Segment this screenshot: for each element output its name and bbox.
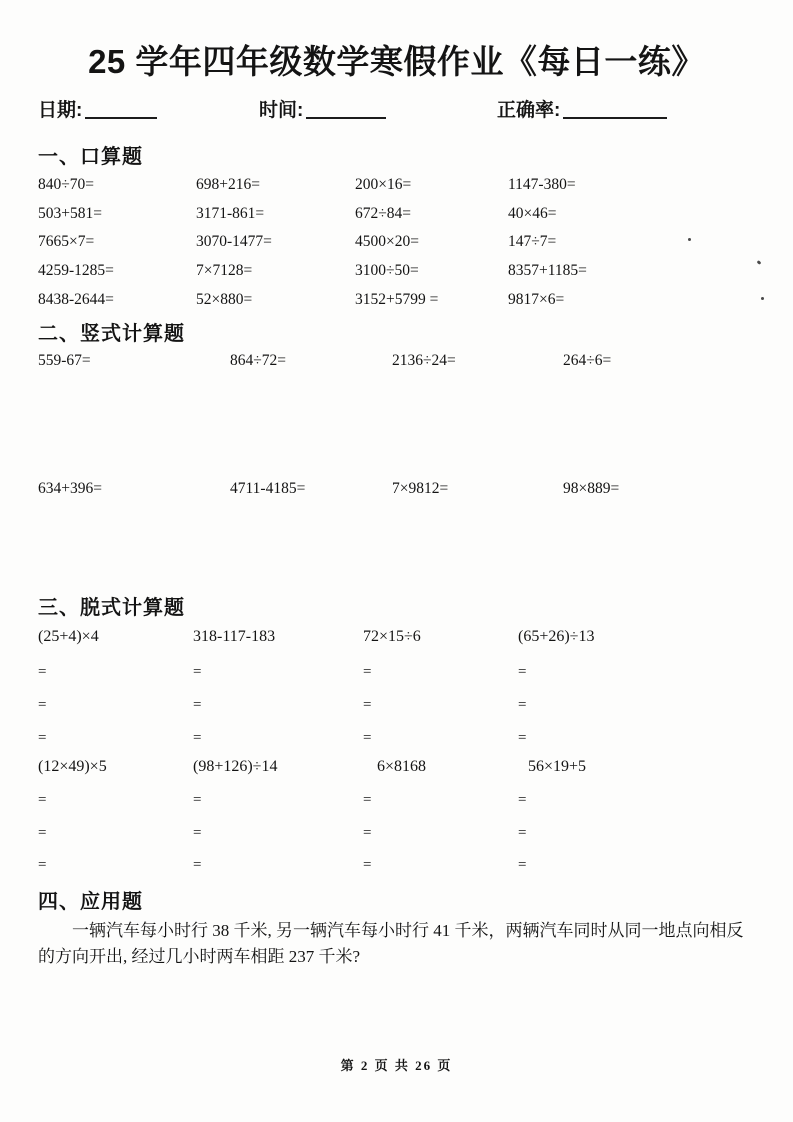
equals-sign: =: [193, 664, 202, 680]
oral-problem: 9817×6=: [508, 290, 565, 308]
date-label: 日期:: [38, 100, 83, 121]
word-problem-text: 一辆汽车每小时行 38 千米, 另一辆汽车每小时行 41 千米，两辆汽车同时从同一地点向相反的方向开出, 经过几小时两车相距 237 千米?: [38, 921, 744, 966]
vertical-problem: 264÷6=: [563, 352, 612, 369]
stepwise-problem: (25+4)×4: [38, 628, 99, 645]
date-field: [38, 95, 157, 122]
equals-sign: =: [193, 792, 202, 808]
equals-sign: =: [193, 857, 202, 873]
section-vertical-heading: 二、竖式计算题: [38, 323, 185, 345]
equals-sign: =: [518, 825, 527, 841]
equals-row: [0, 792, 793, 809]
oral-problem: 4259-1285=: [38, 262, 114, 280]
vertical-problems-row: [0, 480, 793, 498]
stepwise-problem: (65+26)÷13: [518, 628, 595, 645]
equals-sign: =: [38, 857, 47, 873]
equals-sign: =: [518, 664, 527, 680]
section-stepwise-heading: 三、脱式计算题: [38, 597, 185, 619]
equals-sign: =: [193, 825, 202, 841]
oral-problem: 1147-380=: [508, 176, 576, 194]
equals-row: [0, 825, 793, 842]
equals-sign: =: [518, 697, 527, 713]
vertical-problem: 634+396=: [38, 480, 102, 497]
equals-sign: =: [38, 664, 47, 680]
scan-speck: [688, 238, 691, 241]
vertical-problem: 559-67=: [38, 352, 91, 369]
vertical-problem: 4711-4185=: [230, 480, 306, 497]
stepwise-problems-row: [0, 758, 793, 776]
vertical-problem: 2136÷24=: [392, 352, 456, 369]
accuracy-blank-line: [563, 100, 667, 119]
equals-sign: =: [363, 730, 372, 746]
vertical-problem: 864÷72=: [230, 352, 286, 369]
stepwise-problem: (98+126)÷14: [193, 758, 278, 775]
oral-problem: 52×880=: [196, 290, 253, 308]
stepwise-problem: 72×15÷6: [363, 628, 421, 645]
oral-problem: 40×46=: [508, 204, 557, 222]
equals-sign: =: [363, 857, 372, 873]
oral-problem: 200×16=: [355, 176, 412, 194]
equals-sign: =: [363, 664, 372, 680]
equals-sign: =: [38, 730, 47, 746]
accuracy-label: 正确率:: [497, 100, 561, 121]
equals-sign: =: [518, 730, 527, 746]
equals-sign: =: [38, 697, 47, 713]
oral-problem: 3100÷50=: [355, 262, 419, 280]
oral-problem: 8438-2644=: [38, 290, 114, 308]
oral-problem: 672÷84=: [355, 204, 411, 222]
oral-problem: 3152+5799 =: [355, 290, 439, 308]
page-number: 第 2 页 共 26 页: [340, 1058, 453, 1073]
vertical-problem: 7×9812=: [392, 480, 449, 497]
time-field: [259, 95, 386, 122]
stepwise-problem: 318-117-183: [193, 628, 276, 645]
accuracy-field: [497, 95, 667, 122]
equals-sign: =: [38, 825, 47, 841]
oral-problem: 698+216=: [196, 176, 260, 194]
oral-problem: 147÷7=: [508, 233, 557, 251]
equals-row: [0, 697, 793, 714]
equals-row: [0, 664, 793, 681]
oral-problem: 8357+1185=: [508, 262, 587, 280]
oral-problem: 7665×7=: [38, 233, 95, 251]
stepwise-problems-row: [0, 628, 793, 646]
equals-sign: =: [363, 697, 372, 713]
section-word-heading: 四、应用题: [38, 891, 143, 913]
scan-speck: [761, 297, 764, 300]
stepwise-problem: 56×19+5: [528, 758, 587, 775]
equals-sign: =: [518, 857, 527, 873]
oral-problem: 4500×20=: [355, 233, 419, 251]
oral-problem: 7×7128=: [196, 262, 253, 280]
time-label: 时间:: [259, 100, 304, 121]
page-title: 25 学年四年级数学寒假作业《每日一练》: [88, 43, 705, 80]
equals-row: [0, 857, 793, 874]
time-blank-line: [306, 100, 386, 119]
equals-row: [0, 730, 793, 747]
equals-sign: =: [363, 792, 372, 808]
oral-problem: 3171-861=: [196, 204, 265, 222]
equals-sign: =: [193, 730, 202, 746]
equals-sign: =: [38, 792, 47, 808]
stepwise-problem: 6×8168: [377, 758, 427, 775]
vertical-problem: 98×889=: [563, 480, 620, 497]
oral-problem: 503+581=: [38, 204, 102, 222]
date-blank-line: [85, 100, 157, 119]
vertical-problems-row: [0, 352, 793, 370]
equals-sign: =: [518, 792, 527, 808]
stepwise-problem: (12×49)×5: [38, 758, 107, 775]
oral-problem: 840÷70=: [38, 176, 94, 194]
equals-sign: =: [193, 697, 202, 713]
oral-problems-grid: [0, 171, 793, 314]
equals-sign: =: [363, 825, 372, 841]
section-oral-heading: 一、口算题: [38, 146, 143, 168]
oral-problem: 3070-1477=: [196, 233, 272, 251]
